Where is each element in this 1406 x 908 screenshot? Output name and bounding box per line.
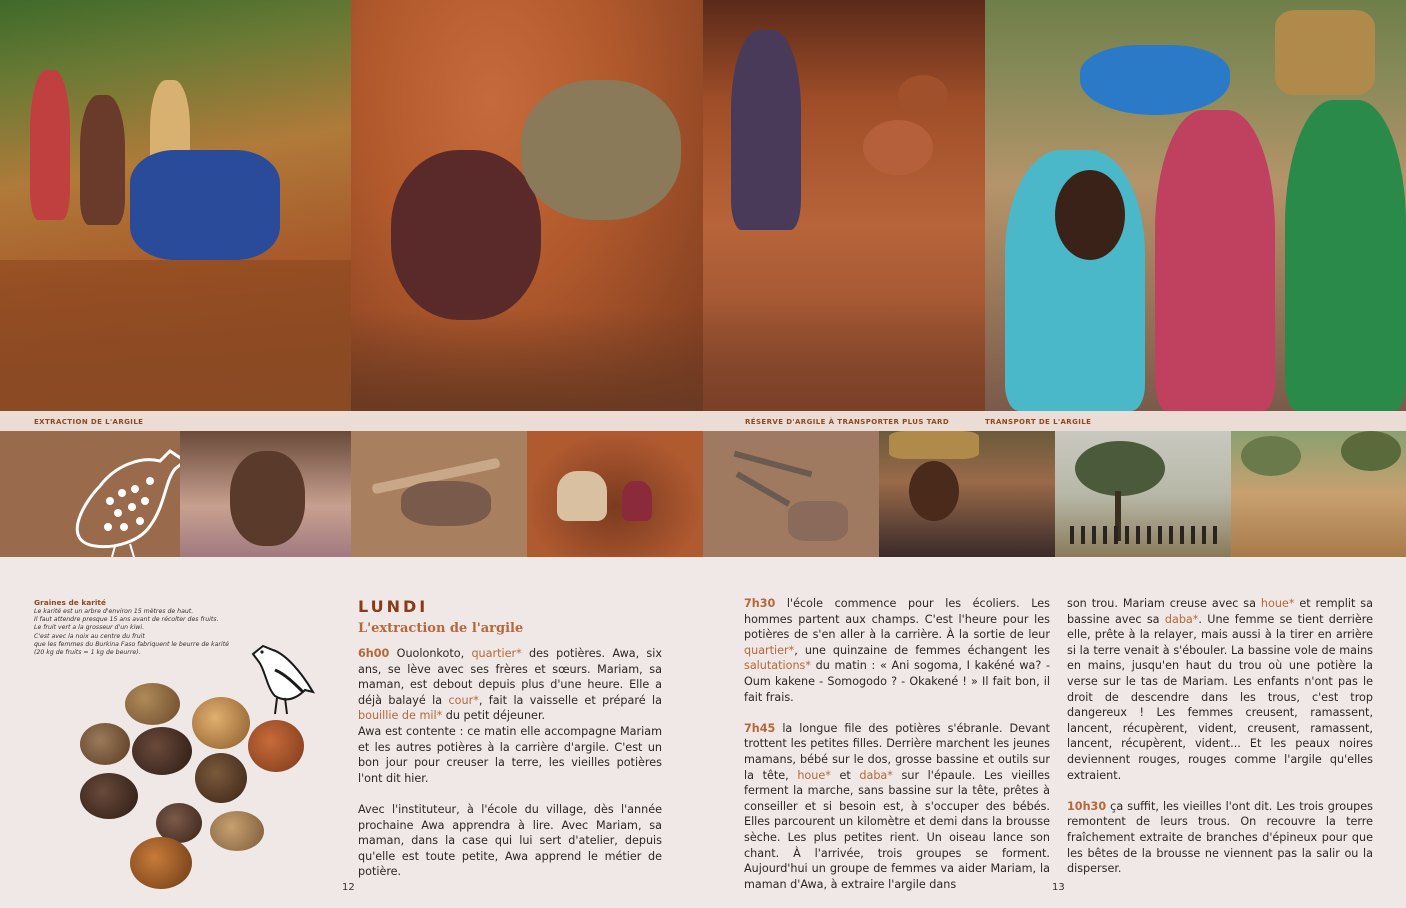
glossary-term[interactable]: salutations* [744,659,811,673]
karite-note-heading: Graines de karité [34,598,106,607]
glossary-term[interactable]: houe* [797,768,831,782]
thumb-daba-tool [351,431,527,557]
karite-note-line: Il faut attendre presque 15 ans avant de récolter des fruits. [34,616,219,624]
thumb-tools [703,431,879,557]
text-column-3 [1067,596,1373,892]
photo-women-digging-clay [351,0,703,411]
karite-note-line: que les femmes du Burkina Faso fabriquent le beurre de karité [34,640,229,648]
karite-note-line: Le karité est un arbre d'environ 15 mètres de haut. [34,608,194,615]
caption-extraction: EXTRACTION DE L'ARGILE [34,418,144,426]
chapter-day-title: LUNDI [358,597,429,616]
paragraph: Avec l'instituteur, à l'école du village, dès l'année prochaine Awa apprendra à lire. Avec Mariam, sa maman, dans la case qui lui sert d'atelier, depuis qu'elle est toute petite, Awa apprend le métier de potière. [358,802,662,879]
thumb-woman-with-basket [879,431,1055,557]
glossary-term[interactable]: quartier* [471,647,522,660]
photo-clay-extraction-women [0,0,351,411]
caption-strip [0,411,1406,431]
paragraph: 7h45 la longue file des potières s'ébranle. Devant trottent les petites filles. Derrière marchent les jeunes mamans, bébé sur le dos, grosse bassine et outils sur la tête, houe* et daba* sur l'épaule. Les vieilles ferment la marche, sans bassine sur la tête, prêtes à conseiller et si besoin est, à s'occuper des bébés. Elles parcourent un kilomètre et demi dans la brousse sèche. Les plus petites rient. Un oiseau lance son chant. À l'arrivée, trois groupes se forment. Aujourd'hui un groupe de femmes va aider Mariam, la maman d'Awa, à extraire l'argile dans [744,721,1050,891]
paragraph: 10h30 ça suffit, les vieilles l'ont dit. Les trois groupes remontent de leurs trous. On recouvre la terre fraîchement extraite de branches d'épineux pour que les bêtes de la brousse ne viennent pas la salir ou la disperser. [1067,799,1373,876]
glossary-term[interactable]: cour* [448,693,479,707]
text-column-1 [358,646,662,896]
photo-clay-reserve [703,0,985,411]
page-number-right: 13 [1052,882,1065,893]
karite-note-line: Le fruit vert a la grosseur d'un kiwi. [34,624,145,632]
glossary-term[interactable]: bouillie de mil* [358,709,443,723]
thumb-bush-walk [1231,431,1406,557]
thumb-guineafowl-drawing [0,431,180,557]
glossary-term[interactable]: daba* [1164,612,1199,626]
thumb-old-woman-portrait [180,431,351,557]
paragraph: 7h30 l'école commence pour les écoliers. Les hommes partent aux champs. C'est l'heure pour les potières de s'en aller à la carrière. À la sortie de leur quartier*, une quinzaine de femmes échangent les salutations* du matin : « Ani sogoma, I kakéné wa? - Oum kakene - Somogodo ? - Okakené ! » Il fait bon, il fait frais. [744,597,1050,704]
paragraph: 6h00 Ouolonkoto, quartier* des potières. Awa, six ans, se lève avec ses frères et sœurs. Mariam, sa maman, est debout depuis plus d'une heure. Elle a déjà balayé la cour*, fait la vaisselle et préparé la bouillie de mil* du petit déjeuner. Awa est contente : ce matin elle accompagne Mariam et les autres potières à la carrière d'argile. C'est un bon jour pour creuser la terre, les vieilles potières l'ont dit hier. [358,647,662,785]
glossary-term[interactable]: quartier* [744,643,795,657]
text-column-2 [744,596,1050,908]
paragraph: son trou. Mariam creuse avec sa houe* et remplit sa bassine avec sa daba*. Une femme se tient derrière elle, prête à la relayer, mais aussi à la tirer en arrière si la terre venait à s'ébouler. La bassine vole de mains en mains, jusqu'en haut du trou où une potière la verse sur le tas de Mariam. Les enfants n'ont pas le droit de descendre dans les trous, c'est trop dangereux ! Les femmes creusent, ramassent, lancent, récupèrent, vident, creusent, ramassent, lancent, récupèrent, vident... Et les peaux noires deviennent rouges, rouges comme l'argile qu'elles extraient. [1067,597,1374,782]
photo-shea-nuts [60,675,330,895]
page-number-left: 12 [342,882,355,893]
chapter-subtitle: L'extraction de l'argile [358,621,524,636]
caption-reserve: RÉSERVE D'ARGILE À TRANSPORTER PLUS TARD [745,418,950,426]
karite-note [34,598,244,657]
glossary-term[interactable]: houe* [1260,597,1295,610]
thumb-clay-pit [527,431,703,557]
glossary-term[interactable]: daba* [859,768,893,782]
guineafowl-icon [0,431,180,557]
karite-note-line: C'est avec la noix au centre du fruit [34,632,145,640]
karite-note-line: (20 kg de fruits = 1 kg de beurre). [34,649,141,657]
thumb-procession-trees [1055,431,1231,557]
caption-transport: TRANSPORT DE L'ARGILE [985,418,1092,426]
photo-clay-transport-girl [985,0,1406,411]
